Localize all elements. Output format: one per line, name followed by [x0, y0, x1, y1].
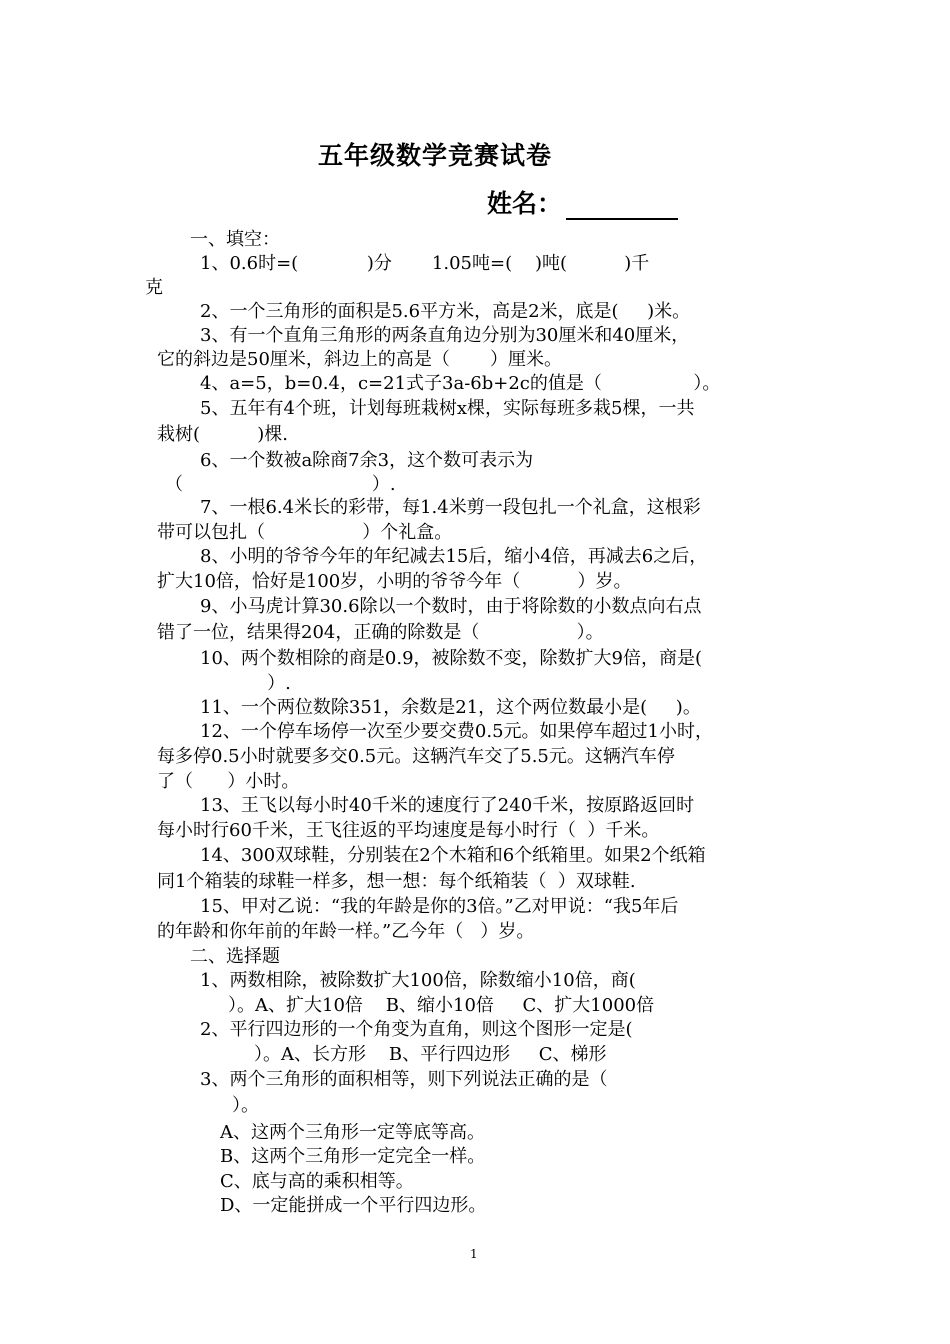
question-line: ）。 — [232, 1095, 259, 1116]
question-line: 4、a=5，b=0.4，c=21式子3a-6b+2c的值是（ ）。 — [200, 373, 721, 394]
choice-option-d: D、一定能拼成一个平行四边形。 — [220, 1195, 487, 1216]
question-line: 错了一位，结果得204，正确的除数是（ ）。 — [157, 622, 604, 643]
question-line: 5、五年有4个班，计划每班栽树x棵，实际每班多栽5棵，一共 — [200, 398, 695, 419]
question-line: 3、有一个直角三角形的两条直角边分别为30厘米和40厘米， — [200, 325, 690, 346]
question-line: 10、两个数相除的商是0.9，被除数不变，除数扩大9倍，商是( — [200, 648, 703, 669]
choice-option-c: C、底与高的乘积相等。 — [220, 1171, 414, 1192]
question-line: 带可以包扎（ ）个礼盒。 — [157, 522, 453, 543]
question-line: （ ）. — [165, 474, 396, 495]
question-line: ）。A、扩大10倍 B、缩小10倍 C、扩大1000倍 — [228, 995, 655, 1016]
page-title: 五年级数学竞赛试卷 — [318, 141, 553, 170]
question-line: 9、小马虎计算30.6除以一个数时，由于将除数的小数点向右点 — [200, 596, 702, 617]
question-line: 同1个箱装的球鞋一样多，想一想：每个纸箱装（ ）双球鞋. — [157, 871, 636, 892]
question-line: 13、王飞以每小时40千米的速度行了240千米，按原路返回时 — [200, 795, 695, 816]
question-line: 克 — [145, 277, 163, 298]
name-field — [487, 184, 678, 220]
question-line: 1、两数相除，被除数扩大100倍，除数缩小10倍，商( — [200, 970, 636, 991]
page-number: 1 — [470, 1247, 478, 1261]
question-line: 12、一个停车场停一次至少要交费0.5元。如果停车超过1小时， — [200, 721, 713, 742]
choice-option-b: B、这两个三角形一定完全一样。 — [220, 1146, 486, 1167]
question-line: 11、一个两位数除351，余数是21，这个两位数最小是( )。 — [200, 697, 701, 718]
question-line: 它的斜边是50厘米，斜边上的高是（ ）厘米。 — [157, 349, 562, 370]
question-line: 2、平行四边形的一个角变为直角，则这个图形一定是( — [200, 1019, 633, 1040]
question-line: 扩大10倍，恰好是100岁，小明的爷爷今年（ ）岁。 — [157, 571, 632, 592]
question-line: 14、300双球鞋，分别装在2个木箱和6个纸箱里。如果2个纸箱 — [200, 845, 706, 866]
question-line: 7、一根6.4米长的彩带，每1.4米剪一段包扎一个礼盒，这根彩 — [200, 497, 701, 518]
name-blank-line — [566, 192, 678, 220]
question-line: 3、两个三角形的面积相等，则下列说法正确的是（ — [200, 1069, 608, 1090]
question-line: ）. — [250, 673, 291, 694]
question-line: 了（ ）小时。 — [157, 771, 300, 792]
question-line: 栽树( )棵. — [157, 424, 288, 445]
question-line: 1、0.6时=( )分 1.05吨=( )吨( )千 — [200, 253, 650, 274]
question-line: 2、一个三角形的面积是5.6平方米，高是2米，底是( )米。 — [200, 301, 691, 322]
question-line: ）。A、长方形 B、平行四边形 C、梯形 — [254, 1044, 607, 1065]
name-label: 姓名： — [487, 189, 563, 218]
choice-option-a: A、这两个三角形一定等底等高。 — [220, 1122, 485, 1143]
section-choice-heading: 二、选择题 — [190, 946, 280, 967]
question-line: 每小时行60千米，王飞往返的平均速度是每小时行（ ）千米。 — [157, 820, 660, 841]
question-line: 的年龄和你年前的年龄一样。”乙今年（ ）岁。 — [157, 921, 535, 942]
question-line: 6、一个数被a除商7余3，这个数可表示为 — [200, 450, 534, 471]
question-line: 15、甲对乙说：“我的年龄是你的3倍。”乙对甲说：“我5年后 — [200, 896, 679, 917]
question-line: 8、小明的爷爷今年的年纪减去15后，缩小4倍，再减去6之后， — [200, 546, 708, 567]
section-fill-in-heading: 一、填空： — [190, 229, 280, 250]
question-line: 每多停0.5小时就要多交0.5元。这辆汽车交了5.5元。这辆汽车停 — [157, 746, 675, 767]
